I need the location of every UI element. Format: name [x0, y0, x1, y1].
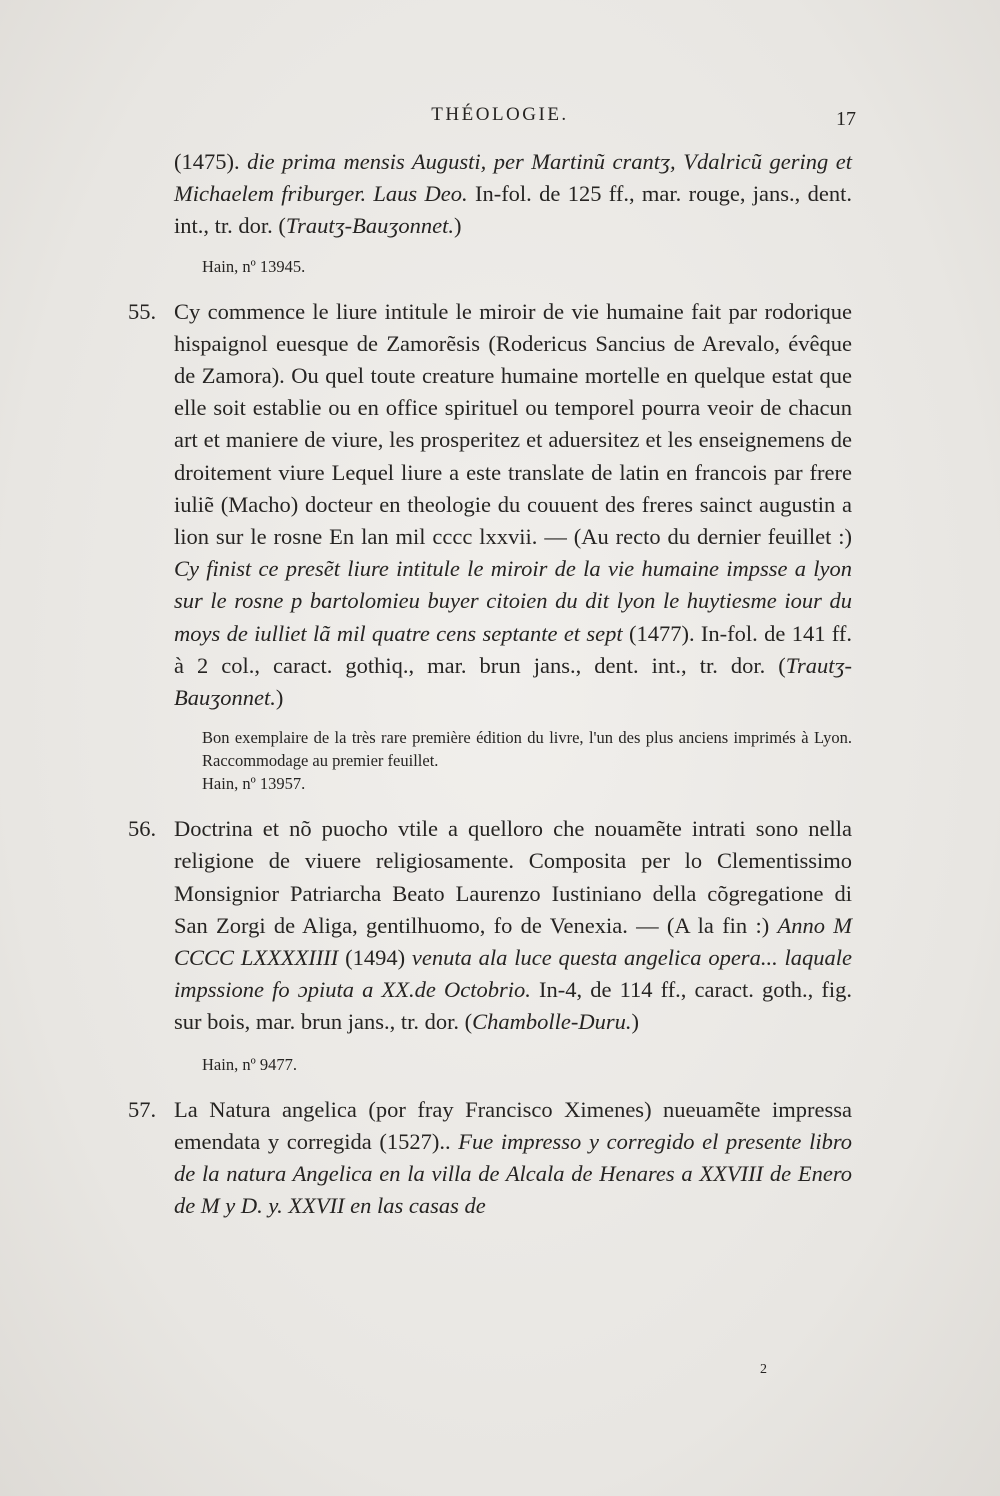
entry-number: 57. [128, 1096, 157, 1122]
entry-56 [128, 813, 852, 1075]
running-head: THÉOLOGIE. [431, 104, 569, 125]
colophon-text: Cy finist ce presẽt liure intitule le miroir de la vie humaine impsse a lyon sur le rosne p bartolomieu buyer citoien du dit lyon le huytiesme iour du moys de iulliet lã mil quatre cens septante et sept [174, 556, 852, 646]
text: ) [275, 685, 284, 711]
text: In-4, de 114 ff., caract. goth., fig. sur bois, mar. brun jans., tr. dor. ( [174, 977, 852, 1035]
text: La Natura angelica (por fray Francisco Ximenes) nueuamẽte impressa emendata y corregida (1527).. [174, 1096, 852, 1154]
binder-name: Chambolle-Duru. [472, 1009, 632, 1035]
binder-name: Trautʒ-Bauʒonnet. [174, 652, 852, 711]
colophon-date: Anno M CCCC LXXXXIIII [174, 912, 852, 971]
text: (1494) [338, 945, 412, 971]
hain-reference: Hain, nº 13957. [202, 774, 306, 794]
entry-note: Bon exemplaire de la très rare première édition du livre, l'un des plus anciens imprimés à Lyon. Raccommodage au premier feuillet. [202, 728, 852, 771]
colophon-text: die prima mensis Augusti, per Martinũ crantʒ, Vdalricũ gering et Michaelem friburger. Laus Deo. [174, 149, 852, 207]
entry-number: 55. [128, 298, 157, 324]
entry-54-continuation [174, 146, 852, 243]
entry-description [174, 1094, 852, 1223]
text: Doctrina et nõ puocho vtile a quelloro che nouamẽte intrati sono nella religione de viuere religiosamente. Composita per lo Clementissimo Monsignior Patriarcha Beato Laurenzo Iustiniano della cõgregatione di San Zorgi de Aliga, gentilhuomo, fo de Venexia. — (A la fin :) [174, 816, 852, 938]
entry-description [174, 296, 852, 715]
hain-reference: Hain, nº 9477. [202, 1054, 297, 1074]
text: In-fol. de 125 ff., mar. rouge, jans., dent. int., tr. dor. ( [174, 181, 852, 239]
colophon-text: Fue impresso y corregido el presente libro de la natura Angelica en la villa de Alcala de Henares a XXVIII de Enero de M y D. y. XXVII en las casas de [174, 1128, 852, 1219]
text: ) [453, 213, 462, 239]
colophon-text: venuta ala luce questa angelica opera... laquale impssione fo ɔpiuta a XX.de Octobrio. [174, 945, 852, 1003]
hain-reference: Hain, nº 13945. [202, 256, 306, 276]
entry-description [174, 813, 852, 1038]
text: (1477). In-fol. de 141 ff. à 2 col., caract. gothiq., mar. brun jans., dent. int., tr. dor. ( [174, 620, 852, 678]
page-body [128, 146, 852, 1222]
text: Cy commence le liure intitule le miroir de vie humaine fait par rodorique hispaignol euesque de Zamorẽsis (Rodericus Sancius de Arevalo, évêque de Zamora). Ou quel toute creature humaine mortelle en quelque estat que elle soit establie ou en office spirituel ou temporel pourra veoir de chacun art et maniere de viure, les prosperitez et aduersitez et les enseignemens de droitement viure Lequel liure a este translate de latin en francois par frere iuliẽ (Macho) docteur en theologie du couuent des freres sainct augustin a lion sur le rosne En lan mil cccc lxxvii. — (Au recto du dernier feuillet :) [174, 298, 852, 550]
entry-57 [128, 1094, 852, 1223]
binder-name: Trautʒ-Bauʒonnet. [285, 213, 454, 239]
entry-number: 56. [128, 816, 157, 842]
text: (1475). [174, 149, 248, 174]
signature-mark: 2 [760, 1362, 767, 1377]
entry-55 [128, 296, 852, 796]
page-number: 17 [836, 108, 856, 130]
text: ) [631, 1009, 639, 1035]
